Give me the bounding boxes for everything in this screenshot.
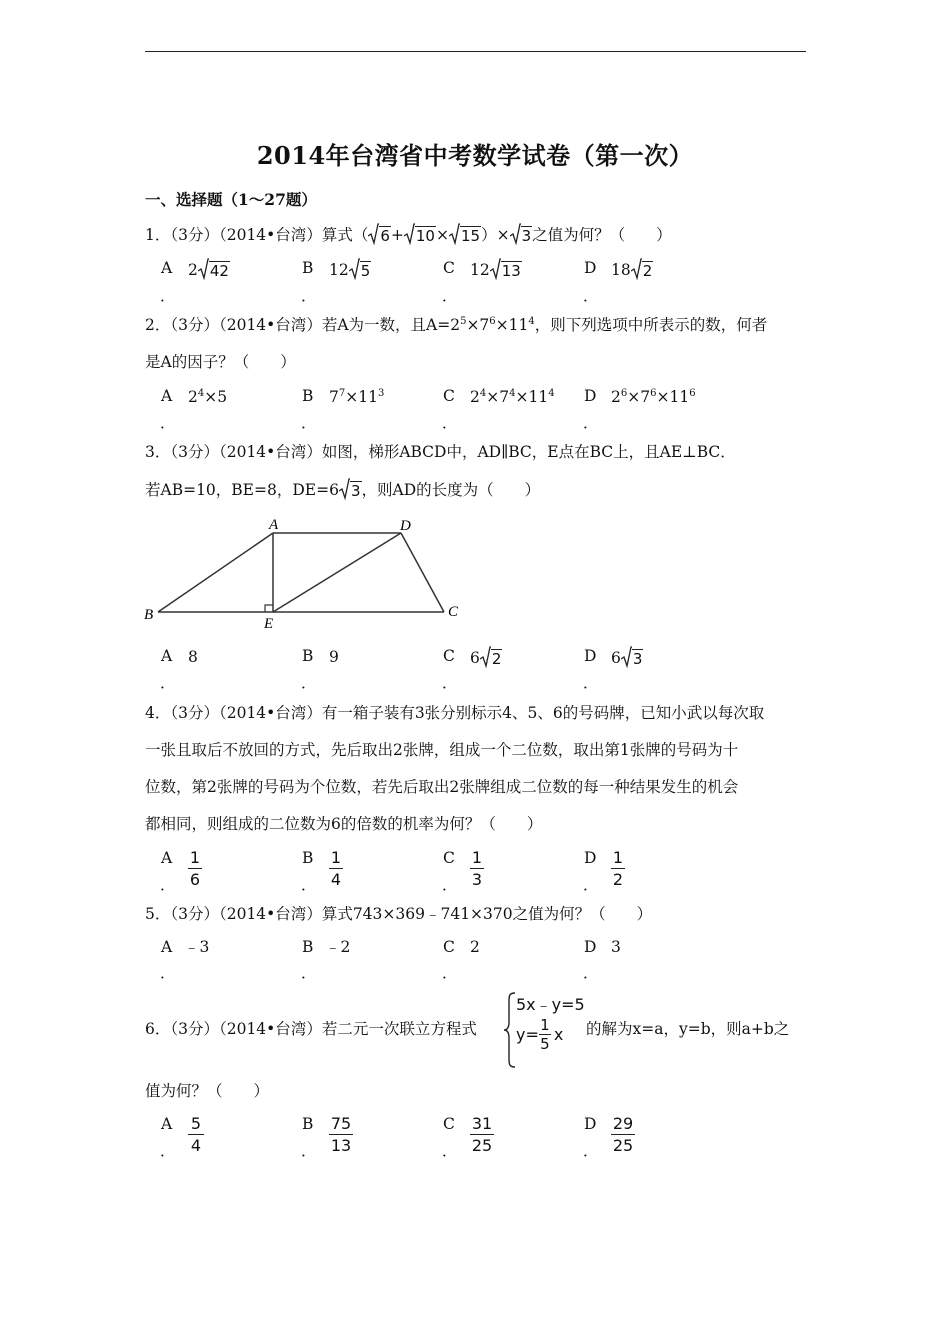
vertex-label-b: B [144,607,154,623]
option-label: B [302,259,314,277]
option-dot: ． [583,414,599,432]
vertex-label-e: E [264,616,274,632]
equation-system [504,990,588,1068]
option-b[interactable]: 12 5 [329,261,371,280]
trapezoid-figure [138,512,468,632]
option-dot: ． [160,674,176,692]
right-angle-mark [265,605,273,612]
option-a[interactable]: 2 42 [188,261,229,280]
option-label: B [302,849,314,867]
option-a[interactable]: 5 4 [188,1114,204,1155]
option-label: B [302,647,314,665]
option-dot: ． [583,964,599,982]
question-4-line-1: 4．（3分）（2014•台湾）有一箱子装有3张分别标示4、5、6的号码牌，已知小武以每次取 [145,704,765,722]
segment-de [273,533,401,612]
option-dot: ． [442,964,458,982]
option-label: C [443,259,455,277]
option-label: D [584,259,597,277]
option-dot: ． [160,287,176,305]
equation-1: 5x﹣y=5 [516,995,585,1014]
option-dot: ． [442,1142,458,1160]
question-6-line-1a: 6．（3分）（2014•台湾）若二元一次联立方程式 [145,1020,477,1038]
option-dot: ． [442,674,458,692]
option-c[interactable]: $2^4\times 7^4\times 11^4$ [470,388,555,406]
option-dot: ． [301,1142,317,1160]
option-dot: ． [301,674,317,692]
edge-ab [158,533,273,612]
option-label: D [584,938,597,956]
option-c[interactable]: 6 2 [470,649,502,668]
option-c[interactable]: 31 25 [471,1114,493,1155]
question-2-line-2: 是A的因子？（ ） [145,353,296,371]
question-4-line-2: 一张且取后不放回的方式，先后取出2张牌，组成一个二位数，取出第1张牌的号码为十 [145,741,739,759]
option-label: B [302,1115,314,1133]
question-6-line-1b: 的解为x=a，y=b，则a+b之 [586,1020,790,1038]
option-b[interactable]: $7^7\times 11^3$ [329,388,385,406]
sqrt: 15 [449,223,481,245]
option-dot: ． [442,876,458,894]
option-dot: ． [301,287,317,305]
question-4-line-4: 都相同，则组成的二位数为6的倍数的机率为何？（ ） [145,815,543,833]
option-dot: ． [583,674,599,692]
option-d[interactable]: 1 2 [612,848,624,889]
option-dot: ． [442,287,458,305]
option-b[interactable]: ﹣2 [325,938,351,956]
vertex-label-c: C [448,604,459,620]
option-d[interactable]: 6 3 [611,649,643,668]
question-2-line-1: 2．（3分）（2014•台湾）若A为一数，且$A=2^5\times 7^6\times 11^4$，则下列选项中所表示的数，何者 [145,316,768,334]
option-label: A [161,849,173,867]
option-label: D [584,849,597,867]
option-label: A [161,1115,173,1133]
option-label: A [161,647,173,665]
option-a[interactable]: $2^4\times 5$ [188,388,228,406]
option-label: A [161,387,173,405]
option-dot: ． [583,1142,599,1160]
option-dot: ． [160,414,176,432]
question-4-line-3: 位数，第2张牌的号码为个位数，若先后取出2张牌组成二位数的每一种结果发生的机会 [145,778,739,796]
option-label: C [443,1115,455,1133]
vertex-label-d: D [400,518,411,534]
edge-dc [401,533,444,612]
section-heading: 一、选择题（1～27题） [145,190,317,209]
option-dot: ． [583,876,599,894]
option-label: D [584,387,597,405]
option-label: C [443,938,455,956]
header-rule [145,51,806,52]
question-3-line-2: 若AB=10，BE=8，DE=6 3 ，则AD的长度为（ ） [145,481,541,500]
option-label: D [584,1115,597,1133]
sqrt: 3 [510,223,533,245]
question-3-line-1: 3．（3分）（2014•台湾）如图，梯形ABCD中，AD∥BC，E点在BC上，且AE⊥BC． [145,443,736,461]
option-label: C [443,387,455,405]
option-a[interactable]: ﹣3 [184,938,210,956]
option-dot: ． [301,964,317,982]
option-d[interactable]: 3 [611,938,621,956]
option-b[interactable]: 9 [329,648,339,666]
vertex-label-a: A [269,517,279,533]
option-c[interactable]: 1 3 [471,848,483,889]
option-d[interactable]: 18 2 [611,261,653,280]
option-dot: ． [160,964,176,982]
option-label: A [161,259,173,277]
option-dot: ． [160,1142,176,1160]
option-c[interactable]: 12 13 [470,261,521,280]
option-dot: ． [583,287,599,305]
option-dot: ． [301,414,317,432]
option-label: C [443,647,455,665]
option-dot: ． [301,876,317,894]
option-label: A [161,938,173,956]
option-a[interactable]: 1 6 [189,848,201,889]
page-title: 2014年台湾省中考数学试卷（第一次） [256,141,694,170]
option-b[interactable]: 1 4 [330,848,342,889]
option-dot: ． [160,876,176,894]
option-d[interactable]: $2^6\times 7^6\times 11^6$ [611,388,696,406]
brace-icon [504,992,516,1068]
equation-2: y= 1 5 x [516,1016,564,1053]
sqrt: 10 [404,223,436,245]
option-a[interactable]: 8 [188,648,198,666]
option-label: B [302,387,314,405]
option-label: D [584,647,597,665]
option-b[interactable]: 75 13 [330,1114,352,1155]
option-label: C [443,849,455,867]
option-d[interactable]: 29 25 [612,1114,634,1155]
option-dot: ． [442,414,458,432]
question-6-line-2: 值为何？（ ） [145,1082,270,1100]
sqrt: 6 [368,223,391,245]
question-5: 5．（3分）（2014•台湾）算式743×369﹣741×370之值为何？（ ） [145,905,653,923]
question-1: 1．（3分）（2014•台湾）算式（ 6 + 10 × 15 ）× 3 之值为何？（ ） [145,223,672,246]
option-c[interactable]: 2 [470,938,480,956]
option-label: B [302,938,314,956]
